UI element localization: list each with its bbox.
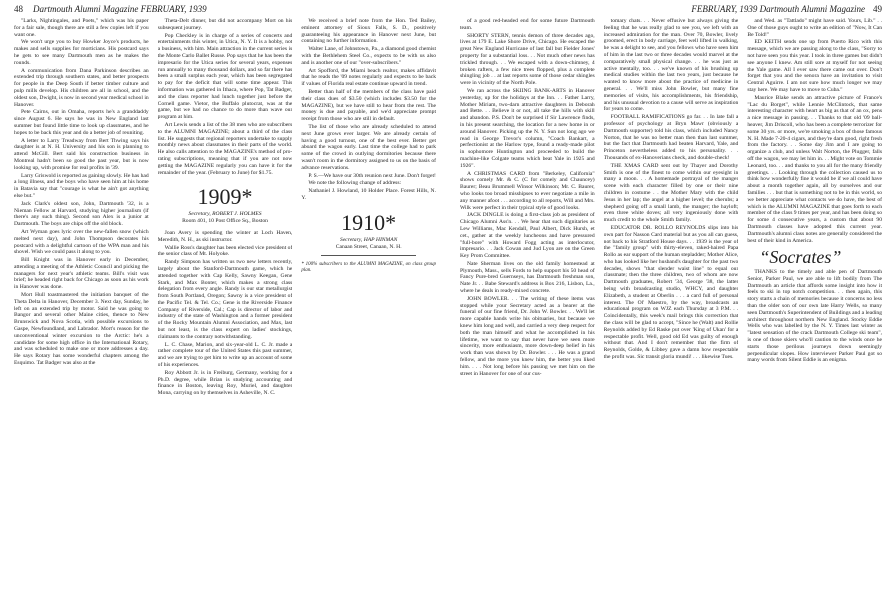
paragraph: We won't urge you to buy Howker Joyce's products, he makes and sells supplies for morticians. His postcard says he gets to see many Dartmouth men as he makes the rounds.: [14, 39, 149, 66]
class-secretary: Secretary, ROBERT J. HOLMES: [188, 211, 262, 218]
class-address: Canaan Street, Canaan, N. H.: [335, 243, 402, 250]
paragraph: Randy Simpson has written us two new letters recently, largely about the Stanford-Dartmouth game, which he attended together with Cap Kelly, Sawny Keegan, Gene Stark, and Max Bonter, which makes a strong class delegation from every angle. Randy is our star metallurgist from South Portland, Oregon; Sawny is a vice president of the Pacific Tel. & Tel. Co.; Gene is the Riverside Finance Company of Riverside, Cal.; Cap is director of labor and industry of the state of Washington and a former president of the Rocky Mountain Alumni Association, and Max, last but not least, is the class expert on ladies' stockings, claimants to the contrary notwithstanding.: [157, 259, 293, 340]
paragraph: Nathaniel J. Howland, 10 Holder Place. Forest Hills, N. Y.: [301, 188, 437, 201]
paragraph: ED KEITH sends one up from Puerto Rico with this message, which we are passing along to the class, "Sorry to not have seen you this year. I took in three games but didn't see anyone I knew. Am still sore at myself for not seeing the Yale game. All I ever saw there came out over. Don't forget that you and the senora have an invitation to visit Central Aguirre. I am not sure how much longer we may stay here. We may have to move to Cuba.": [747, 39, 883, 93]
paragraph: A letter to Larry Treadway from Bert Thwing says his daughter is at N. H. University and his son is planning to attend McGill. Bert said his construction business in Montreal hadn't been so good the past year, but is now looking up, with promise for real profits in '39.: [14, 137, 149, 171]
left-column-3: [301, 18, 436, 596]
right-page: [448, 0, 896, 600]
paragraph: Theta-Delt dinner, but did not accompany Mort on his subsequent journey.: [157, 18, 293, 31]
left-column-2: [158, 18, 293, 596]
right-column-1: [460, 18, 595, 596]
right-running-title: FEBRUARY, 1939 Dartmouth Alumni Magazine: [691, 4, 865, 14]
right-column-3: [747, 18, 882, 596]
paragraph: Art Wyman goes lyric over the new-fallen snow (which melted next day), and John Thompson decorates his postcard with a delightful cartoon of the WPA man and his shovel. Wish we could pass it along to you.: [14, 228, 149, 256]
class-year-1909: 1909*: [197, 184, 253, 210]
paragraph: We ran across the SKIING BANK-ARTS in Hanover yesterday, up for the holidays at the Inn. . . Father Larry, Mother Miriam, two-darn attractive daughters in Deborah and Bette. . . Believe it or not, all take the hills with skill and abandon. P.S. Don't be surprised if Sir Lawrence finds, in his present searching, the location for a new home in or around Hanover. Picking up the N. Y. Sun not long ago we read in George Trevor's column, "Coach Bankart, a perfectionist at the Harlow type, found a ready-made pilot in sophomore Huntington and proceeded to build the machine-like Colgate teams which beat Yale in 1925 and 1926".: [460, 87, 595, 169]
paragraph: The list of those who are already scheduled to attend next June grows ever larger. We are already certain of having a good turnout, one of the best ever. Better get aboard the wagon early. Last time the college had to park some of the crowd in outlying dormitories because there wasn't room in the dormitory assigned to us on the basis of advance reservations.: [301, 123, 437, 171]
paragraph: "Larks, Nightingales, and Poets," which was his paper for a fair sale, though there are still a few copies left if you want one.: [14, 18, 149, 38]
paragraph: JOHN BOWLER. . . The writing of these items was stopped while your Secretary acted as a bearer at the funeral of our fine friend, Dr. John W. Bowler. . . We'll let more capable hands write his obituaries, but because we knew him long and well, and carried a very deep respect for both the man himself and what he accomplished in his lifetime, we want to say that never have we seen more sincerity, more enthusiasm, more down-deep belief in his work than was shown by Dr. Bowler. . . . He was a grand fellow, and the more you knew him, the better you liked him. . . . Not long before his passing we met him on the street in Hanover for one of our cus-: [460, 295, 595, 377]
paragraph: L. C. Chase, Marion, and six-year-old L. C. Jr. made a rather complete tour of the United States this past summer, and we are trying to get him to write up an account of some of his experiences.: [157, 341, 293, 369]
left-header: [14, 4, 436, 18]
paragraph: Pete Cairns, out in Omaha, reports he's a granddaddy since August 6. He says he was in New England last summer but found little time to look up classmates, and he hopes to be back this year and do a better job of reuniting.: [14, 109, 149, 136]
divider: [321, 255, 416, 256]
paragraph: Pop Checkley is in charge of a series of concerts and entertainments this winter, in Utica, N. Y. It is a hobby, not a business, with him. Main attraction in the current series is the Monte Carlo Ballet Russe. Pop says that he has been the impresario for the Utica series for several years, expenses run annually to many thousand dollars, and so far there has been a small surplus each year, which has been segregated to pay for the deficit that will some time appear. This information was gathered in Ithaca, where Pop, Tat Badger, and the class reporter had lunch together just before the Cornell game. Vietor, the Buffalo plutocrat, was at the game, but we had no chance to do more than wave our program at him.: [157, 32, 293, 121]
paragraph: THE XMAS CARD sent out by Thayer and Dorothy Smith is one of the finest to come within our eyesight in many a moon. . . A homemade portrayal of the manger scene with each character filled by one or their nine children in costume . . the Mother Mary with the child Jesus in her lap; the angel at a higher level; the cherubs; a shepherd going off a small lamb, the manger; the hayloft; even three white doves; all very ingeniously done with much credit to the whole Smith family.: [603, 162, 739, 224]
paragraph: Wallie Ross's daughter has been elected vice president of the senior class of Mt. Holyoke.: [157, 244, 293, 258]
paragraph: A communication from Dana Parkinson describes an extended trip through southern states, and better prospects for people in the Deep South if better timber culture and pulp mills develop. His children are all in school, and the oldest son, Dwight, is now in second year medical school in Hanover.: [14, 67, 149, 108]
class-address: Room 401, 10 Post Office Sq., Boston: [182, 218, 268, 225]
paragraph: Walter Lane, of Johnstown, Pa., a diamond good chemist with the Bethlehem Steel Co., expects to be with us also and is another one of our "over-subscribers.": [301, 46, 437, 66]
paragraph: Maurice Blake sends an attractive picture of France's "Lac du Borget", while Lennie McClintock, that same interesting character with heart as big as that of an ox, pens a nice message in passing. . . Thanks to that old '09 ball-heaver, Jim Driscoll, who has been a complete terrorizer for some 30 yrs. or more, we're smoking a box of those famous N. H. Made 7-20-4 cigars, and they're darn good, right fresh from the factory. . . Some day Jim and I are going to organize a club, and unless Walt Norton, the Plugger, falls off the wagon, we may let him in. . . Might vote on Tommie Leonard, too. . . and thanks to you all for the many friendly greetings. . . Looking through the collection caused us to think how wonderfully fine it would be if we all could have about a month together again, all by ourselves and our families . . . but that is something not to be in this world, so we better appreciate what contacts we do have, the best of which is the ALUMNI MAGAZINE that goes forth to each member of the class 9 times per year, and has been doing so for some 4 consecutive years, a custom that about 90 Dartmouth classes have adopted this current year. Dartmouth's alumni class notes are generally considered the best of their kind in America.: [747, 94, 883, 244]
class-secretary: Secretary, HAP HINMAN: [340, 236, 398, 243]
paragraph: Art Spofford, the Miami beach realtor, makes affidavit that he reads the '09 notes regularly and expects to be back if values of Florida real estate continue upward in trend.: [301, 67, 437, 88]
paragraph: We note the following change of address:: [308, 180, 402, 187]
right-header: [460, 4, 882, 18]
paragraph: FOOTBALL RAMIFICATIONS go far. . . In late fall a professor of psychology at Bryn Mawr (obviously a Dartmouth supporter) told his class, which included Nancy Norton, that he was no better man then than last summer, but the fact that Dartmouth had beaten Harvard, Yale, and Princeton nevertheless added to his personality. . . Thousands of ex-Hanoverians check, and double-check!: [603, 114, 739, 161]
paragraph: We received a brief note from the Hon. Ted Bailey, eminent attorney of Sioux Falls, S. D., positively guaranteeing his appearance in Hanover next June, but containing no further information.: [301, 18, 437, 45]
left-running-title: Dartmouth Alumni Magazine FEBRUARY, 1939: [33, 4, 207, 14]
paragraph: tomary chats. . . Never effusive but always giving the feeling that he was really glad to see you, we left with an increased admiration for the man. Over 70, Bowler, lively groomed, erect in body carriage, feet well lifted in walking, he was a delight to see, and you fellows who have seen him of him in the last two or three decades would marvel at the comparatively small physical change. . . he was just as active mentally, too. . . we've known of his brushing up medical studies within the last two years, just because he wanted to know more about the practice of medicine in general. . . We'll miss John Bowler, but many fine memories of visits, his accomplishments, his friendship, and his unusual devotion to a cause will serve as inspiration for years to come.: [603, 18, 739, 113]
article-title: “Socrates”: [759, 247, 842, 268]
paragraph: and Wed. as "Tattlado" might have said. Yours, Lib." . . One of those guys ought to write an edition of "Now, It Can Be Told!": [747, 18, 883, 38]
left-column-1: [14, 18, 149, 596]
paragraph: of a good red-headed end for some future Dartmouth team.: [460, 18, 595, 31]
paragraph: Roy Abbott Jr. is in Freiburg, Germany, working for a Ph.D. degree, while Brian is studying accounting and finance in Boston, leaving Roy, Muriel, and daughter Mona, carrying on by themselves in Asheville, N. C.: [157, 369, 293, 397]
paragraph: Nate Sherman lives on the old family homestead at Plymouth, Mass., sells Fords to help support his 50 head of Fancy Pure-bred Guernseys, has Dartmouth freshman son, Nate Jr. . . Babe Steward's address is Box 216, Lisbon, La., where he deals in ready-mixed concrete.: [460, 260, 595, 295]
paragraph: Bill Knight was in Hanover early in December, attending a meeting of the Athletic Council and picking the managers for next year's athletic teams. Bill's visit was brief; he headed right back for Chicago as soon as his work in Hanover was done.: [14, 257, 149, 291]
paragraph: Better than half of the members of the class have paid their class dues of $3.50 (which includes $3.50 for the MAGAZINE), but we have still to hear from the rest. The money is due and payable, and we'd appreciate prompt receipt from those who are still in default.: [301, 88, 437, 123]
class-year-1910: 1910*: [341, 209, 397, 235]
paragraph: Art Lewis sends a list of the 38 men who are subscribers to the ALUMNI MAGAZINE; about a third of the class list. He suggests that regional reporters undertake to supply monthly news about classmates in their parts of the world. He also calls attention to the MAGAZINE's method of pro-rating subscriptions, meaning that if you are not now getting the MAGAZINE regularly you can have it for the remainder of the year. (February to June) for $1.75.: [157, 121, 293, 176]
paragraph: Joan Avery is spending the winter at Loch Haven, Meredith, N. H., as ski instructor.: [157, 229, 293, 243]
paragraph: JACK DINGLE is doing a first-class job as president of Chicago Alumni Ass'n. . . We hear that such dignitaries as Lew Williams, Mac Kendall, Paul Albert, Dick Hursh, et cet., gather at the weekly luncheons and have pressured "full-bore" with Howard Fogg acting as interlocutor, impresario. . . Jack Cowan and Jud Lyon are on the Green Key Prom Committee.: [460, 212, 595, 260]
paragraph: SHORTY STERN, tennis demon of three decades ago, lives at 179 E. Lake Shore Drive, Chicago. He escaped the great New England Hurricane of last fall but Fielder Jones' property for a substantial loss. . . Not much other news has trickled through. . . We escaped with a down-chimney, 4 broken rafters, a few nice trees flopped, plus a complete shingling job . . at last reports some of those cedar shingles were in vicinity of the North Pole.: [460, 32, 595, 87]
paragraph: Mort Hull toastmastered the initiation banquet of the Theta Delta in Hanover, December 3. Next day, Sunday, he left on an extended trip by motor. Said he was going to Bangor and several other Maine cities, thence to New Brunswick and Nova Scotia, with possible excursions to Gaspe, Newfoundland, and Labrador. Mort's reason for the unconventional winter excursion to the Arctic: he's a candidate for some high office in the International Rotary, and was scheduled to make one or more addresses a day. He says Rotary has some wonderful chapters among the Esquimo. Tat Badger was also at the: [14, 292, 149, 367]
article-body: THANKS to the timely and able pen of Dartmouth Senior, Parker Paul, we are able to lift bodily from The Dartmouth an article that affords some insight into how it feels to ski in top notch competition. . . then again, this story starts a chain of memories because it concerns no less than the older son of our own late Harry Wells, so many seen Dartmouth's Superintendent of Buildings and a leading architect throughout northern New England. Stocky Eddie Wells who was labelled by the N. Y. Times last winter as "latest sensation of the crack Dartmouth College ski team", is one of those skiers who'll caution to the winds once he starts those perilous journeys down seemingly perpendicular slopes. How interviewer Parker Paul got so many words from Silent Eddie is an enigma.: [747, 269, 883, 364]
paragraph: Jack Clark's oldest son, John, Dartmouth '32, is a Nieman Fellow at Harvard, studying higher journalism (if there's any such thing). Second son Alex is a junior at Dartmouth. The boys are chips off the old block.: [14, 200, 149, 228]
paragraph: P. S.—We have our 30th reunion next June. Don't forget!: [308, 172, 436, 179]
paragraph: Larry Griswold is reported as gaining slowly. He has had a long illness, and the boys who have seen him at his home in Batavia say that "courage is what he ain't got anything else but.": [14, 172, 149, 199]
right-column-2: [604, 18, 739, 596]
left-page-number: 48: [14, 4, 23, 14]
right-page-number: 49: [873, 4, 882, 14]
paragraph: EDUCATOR DR. ROLLO REYNOLDS slips into his own part for Nasson Card material but as you all can guess, not back to his Stratford House days. . . 1939 is the year of the "family group" with thirty-eleven, raked-haired Papa Rollo as ear support of the human stepladder; Mother Alice, who has looked like her husband's daughter for the past two decades, shows "that slender waist line" to equal our classmate; then the three children, two of whom are now Dartmouth graduates, Robert '34, George '38, the latter being with broadcasting studio, WHCY, and daughter Elizabeth, a student at Oberlin . . . a card full of personal interest. The Ol' Maestro, by the way, broadcasts an educational program on WJZ each Thursday at 3 P.M. . . Coincidentally, this week's mail brings this correction that the class will be glad to accept, "Since he (Walt) and Rollie Reynolds added by Ed Raske put over 'King of Ukan' for a respectable profit. Well, good old Ed was guilty of enough without that. And I don't remember that the firm of Reynolds, Golde, & Libbey gave a damn how respectable the profit was. Sic transit gloria mundi! . . . likewise Tues.: [603, 224, 739, 361]
paragraph: A CHRISTMAS CARD from "Berkeley, California" shows comely Mr. & C. (C for comely and Chauncey) Baurer; Beau Brummell Winsor Wilkinson; Mr. C. Baurer, who looks too broad misshipses to ever negotiate a mile in any manner afoot . . . according to all reports, Will and Mrs. Wilk were perfect in their typical style of good looks.: [460, 170, 595, 211]
footnote: * 100% subscribers to the ALUMNI MAGAZINE, on class group plan.: [301, 262, 437, 274]
